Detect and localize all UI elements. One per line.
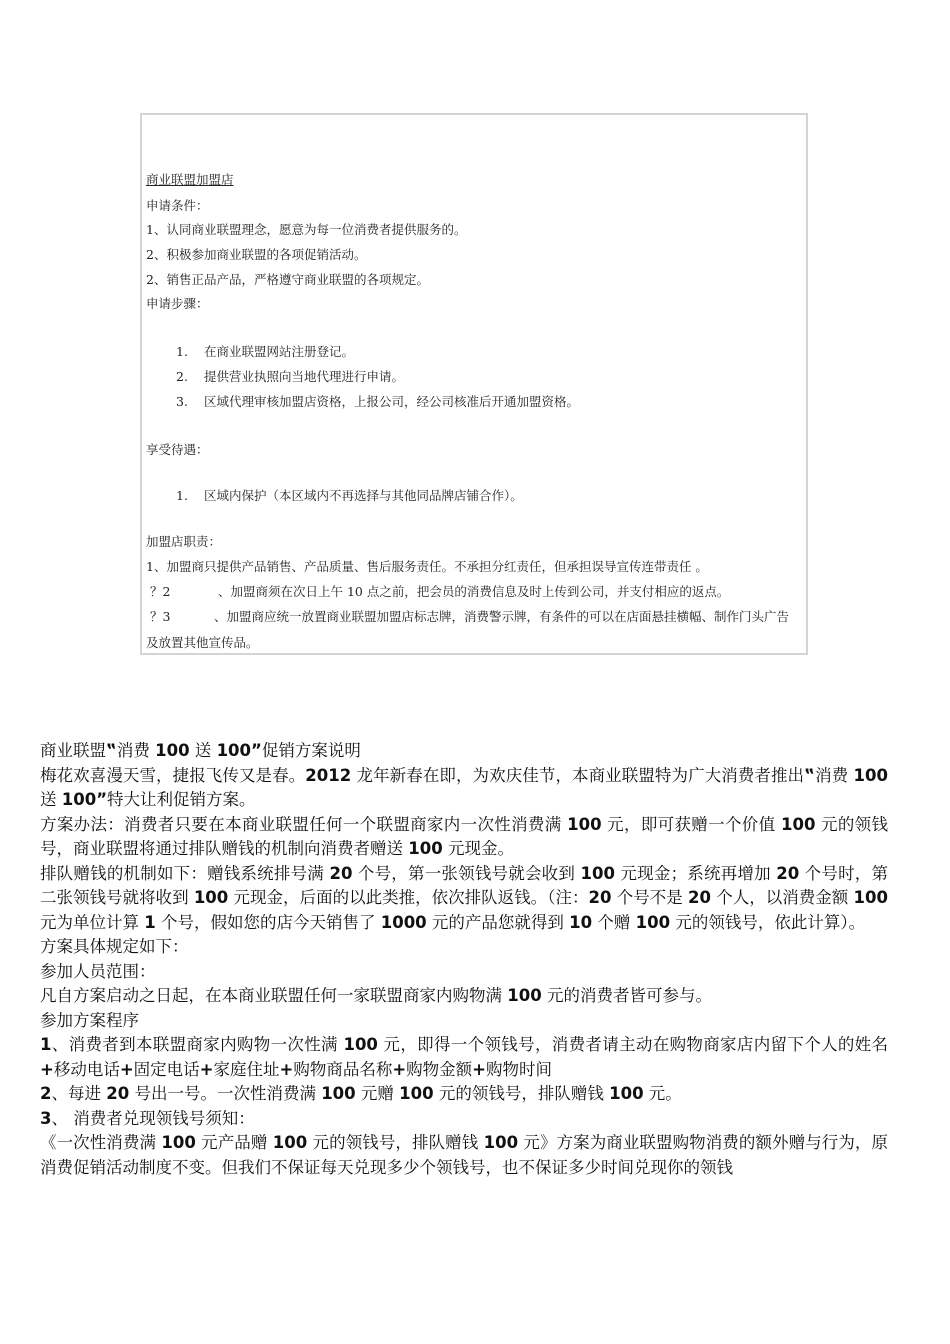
benefit-text: 区域内保护（本区域内不再选择与其他同品牌店铺合作）。	[204, 488, 523, 503]
doc-paragraph: 2、每进 20 号出一号。一次性消费满 100 元赠 100 元的领钱号，排队赠钱 100 元。	[40, 1084, 682, 1103]
doc-paragraph: 3、 消费者兑现领钱号须知：	[40, 1108, 255, 1128]
duties-label: 加盟店职责：	[146, 534, 222, 549]
step-text: 提供营业执照向当地代理进行申请。	[204, 369, 405, 384]
step-number: 1.	[176, 344, 188, 359]
duty-prefix: ？2	[150, 584, 171, 599]
doc-paragraph: 1、消费者到本联盟商家内购物一次性满 100 元，即得一个领钱号，消费者请主动在购物商家店内留下个人的姓名+移动电话+固定电话+家庭住址+购物商品名称+购物金额+购物时间	[40, 1035, 889, 1079]
duty-item	[146, 604, 798, 656]
duty-text: 、加盟商须在次日上午 10 点之前，把会员的消费信息及时上传到公司，并支付相应的返点。	[218, 584, 730, 599]
steps-label: 申请步骤：	[146, 296, 209, 311]
doc-paragraph: 参加人员范围：	[40, 961, 156, 981]
doc-paragraph: 凡自方案启动之日起，在本商业联盟任何一家联盟商家内购物满 100 元的消费者皆可参与。	[40, 986, 712, 1005]
benefit-number: 1.	[176, 488, 188, 503]
step-text: 区域代理审核加盟店资格，上报公司，经公司核准后开通加盟资格。	[204, 394, 580, 409]
doc-heading: 商业联盟‟消费 100 送 100”促销方案说明	[40, 741, 361, 760]
requirement-item: 1、认同商业联盟理念，愿意为每一位消费者提供服务的。	[146, 222, 467, 237]
step-number: 3.	[176, 394, 188, 409]
duty-item: 1、加盟商只提供产品销售、产品质量、售后服务责任。不承担分红责任，但承担误导宣传连带责任 。	[146, 559, 708, 574]
requirements-label: 申请条件：	[146, 198, 209, 213]
panel-title: 商业联盟加盟店	[146, 172, 234, 187]
step-number: 2.	[176, 369, 188, 384]
step-text: 在商业联盟网站注册登记。	[204, 344, 355, 359]
doc-paragraph: 《一次性消费满 100 元产品赠 100 元的领钱号，排队赠钱 100 元》方案为商业联盟购物消费的额外赠与行为，原消费促销活动制度不变。但我们不保证每天兑现多少个领钱号，也不保证多少时间兑现你的领钱	[40, 1133, 888, 1177]
requirement-item: 2、积极参加商业联盟的各项促销活动。	[146, 247, 367, 262]
doc-paragraph: 参加方案程序	[40, 1010, 139, 1030]
doc-paragraph: 梅花欢喜漫天雪，捷报飞传又是春。2012 龙年新春在即，为欢庆佳节，本商业联盟特为广大消费者推出‟消费 100 送 100”特大让利促销方案。	[40, 765, 888, 809]
doc-paragraph: 方案具体规定如下：	[40, 937, 189, 956]
franchise-info-panel	[140, 113, 808, 655]
benefits-label: 享受待遇：	[146, 442, 209, 457]
requirement-item: 2、销售正品产品，严格遵守商业联盟的各项规定。	[146, 272, 429, 287]
doc-paragraph: 方案办法：消费者只要在本商业联盟任何一个联盟商家内一次性消费满 100 元，即可获赠一个价值 100 元的领钱号，商业联盟将通过排队赠钱的机制向消费者赠送 100 元现金。	[40, 814, 888, 858]
promotion-document	[40, 739, 888, 1180]
doc-paragraph: 排队赠钱的机制如下：赠钱系统排号满 20 个号，第一张领钱号就会收到 100 元现金；系统再增加 20 个号时，第二张领钱号就将收到 100 元现金，后面的以此类推，依次排队返钱。（注：20 个号不是 20 个人，以消费金额 100 元为单位计算 1 个号，假如您的店今天销售了 1000 元的产品您就得到 10 个赠 100 元的领钱号，依此计算）。	[40, 863, 888, 932]
duty-text: 、加盟商应统一放置商业联盟加盟店标志牌，消费警示牌，有条件的可以在店面悬挂横幅、制作门头广告及放置其他宣传品。	[146, 609, 790, 650]
duty-prefix: ？3	[150, 609, 171, 624]
